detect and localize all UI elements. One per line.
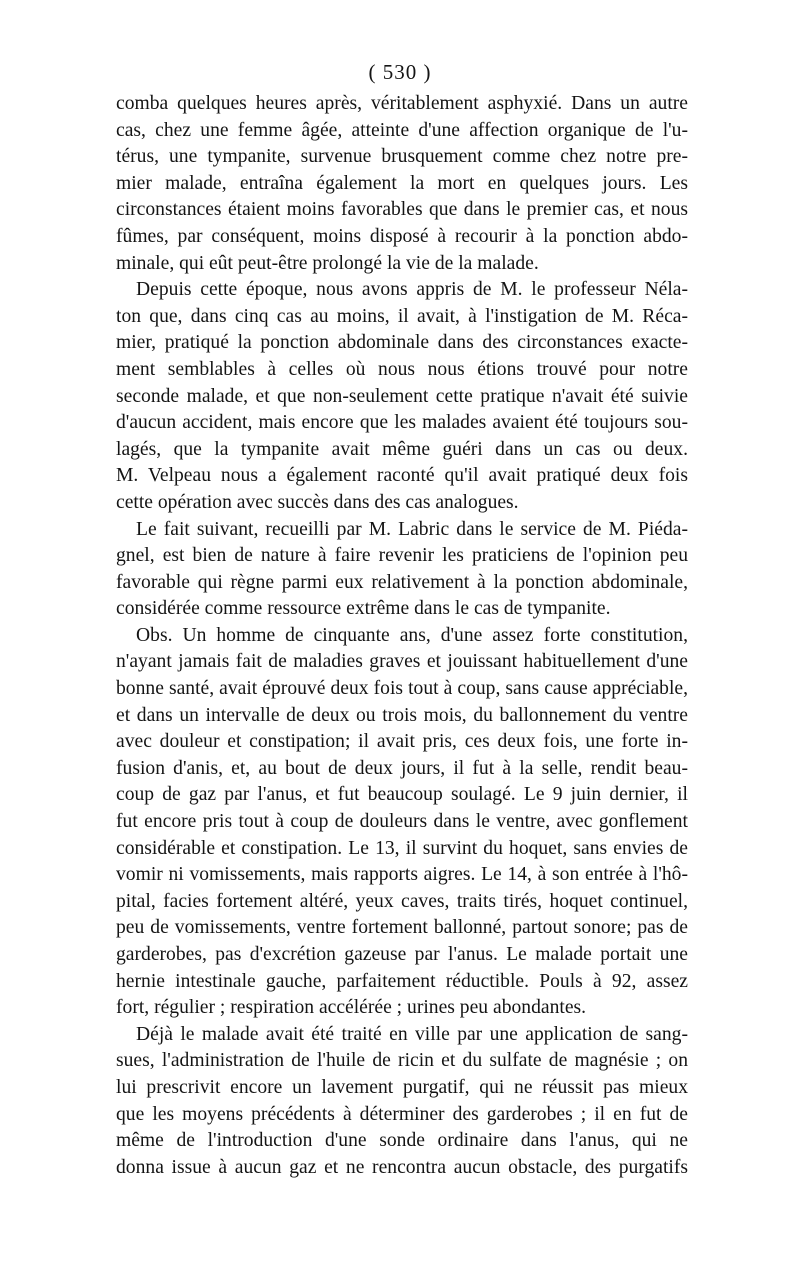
observation-line: Obs. Un homme de cinquante ans, d'une assez forte constitution,: [136, 624, 688, 646]
text-line: coup de gaz par l'anus, et fut beaucoup soulagé. Le 9 juin dernier, il: [116, 784, 688, 806]
text-line: que les moyens précédents à déterminer des garderobes ; il en fut de: [116, 1103, 688, 1125]
text-line: lui prescrivit encore un lavement purgatif, qui ne réussit pas mieux: [116, 1076, 688, 1098]
text-line: peu de vomissements, ventre fortement ballonné, partout sonore; pas de: [116, 917, 688, 939]
text-line: térus, une tympanite, survenue brusquement comme chez notre pre-: [116, 146, 688, 168]
text-line: cas, chez une femme âgée, atteinte d'une affection organique de l'u-: [116, 119, 688, 141]
text-line: fûmes, par conséquent, moins disposé à recourir à la ponction abdo-: [116, 225, 688, 247]
text-line: considérable et constipation. Le 13, il survint du hoquet, sans envies de: [116, 837, 688, 859]
text-line: considérée comme ressource extrême dans le cas de tympanite.: [116, 598, 611, 620]
text-line: comba quelques heures après, véritablement asphyxié. Dans un autre: [116, 93, 688, 114]
text-line: cette opération avec succès dans des cas analogues.: [116, 491, 519, 513]
text-line: seconde malade, et que non-seulement cette pratique n'avait été suivie: [116, 385, 688, 407]
text-line: minale, qui eût peut-être prolongé la vie de la malade.: [116, 252, 539, 274]
text-line: pital, facies fortement altéré, yeux caves, traits tirés, hoquet continuel,: [116, 890, 688, 912]
text-line: ment semblables à celles où nous nous étions trouvé pour notre: [116, 358, 688, 380]
text-line: vomir ni vomissements, mais rapports aigres. Le 14, à son entrée à l'hô-: [116, 864, 688, 886]
text-line: gnel, est bien de nature à faire revenir les praticiens de l'opinion peu: [116, 545, 688, 567]
text-line: fort, régulier ; respiration accélérée ; urines peu abondantes.: [116, 997, 587, 1019]
text-line: sues, l'administration de l'huile de ricin et du sulfate de magnésie ; on: [116, 1050, 688, 1072]
text-line: d'aucun accident, mais encore que les malades avaient été toujours sou-: [116, 412, 688, 434]
text-line: donna issue à aucun gaz et ne rencontra aucun obstacle, des purgatifs: [116, 1156, 688, 1178]
text-line: Depuis cette époque, nous avons appris de M. le professeur Néla-: [136, 279, 688, 301]
text-line: Déjà le malade avait été traité en ville par une application de sang-: [136, 1023, 688, 1045]
body-text: [116, 91, 688, 1181]
text-line: hernie intestinale gauche, parfaitement réductible. Pouls à 92, assez: [116, 970, 688, 992]
text-line: mier malade, entraîna également la mort en quelques jours. Les: [116, 172, 688, 194]
text-line: n'ayant jamais fait de maladies graves et jouissant habituellement d'une: [116, 651, 688, 673]
text-line: mier, pratiqué la ponction abdominale dans des circonstances exacte-: [116, 332, 688, 354]
text-line: avec douleur et constipation; il avait pris, ces deux fois, une forte in-: [116, 731, 688, 753]
text-line: lagés, que la tympanite avait même guéri dans un cas ou deux.: [116, 438, 688, 460]
text-line: Le fait suivant, recueilli par M. Labric dans le service de M. Piéda-: [136, 518, 688, 540]
text-line: et dans un intervalle de deux ou trois mois, du ballonnement du ventre: [116, 704, 688, 726]
text-line: bonne santé, avait éprouvé deux fois tout à coup, sans cause appréciable,: [116, 678, 688, 700]
text-line: garderobes, pas d'excrétion gazeuse par l'anus. Le malade portait une: [116, 944, 688, 965]
text-line: fusion d'anis, et, au bout de deux jours, il fut à la selle, rendit beau-: [116, 757, 688, 779]
text-line: circonstances étaient moins favorables que dans le premier cas, et nous: [116, 199, 688, 221]
text-line: M. Velpeau nous a également raconté qu'il avait pratiqué deux fois: [116, 465, 688, 487]
page-number: ( 530 ): [368, 60, 432, 84]
text-line: favorable qui règne parmi eux relativement à la ponction abdominale,: [116, 571, 688, 593]
text-line: même de l'introduction d'une sonde ordinaire dans l'anus, qui ne: [116, 1130, 688, 1152]
text-line: ton que, dans cinq cas au moins, il avait, à l'instigation de M. Réca-: [116, 305, 688, 327]
text-line: fut encore pris tout à coup de douleurs dans le ventre, avec gonflement: [116, 811, 688, 833]
